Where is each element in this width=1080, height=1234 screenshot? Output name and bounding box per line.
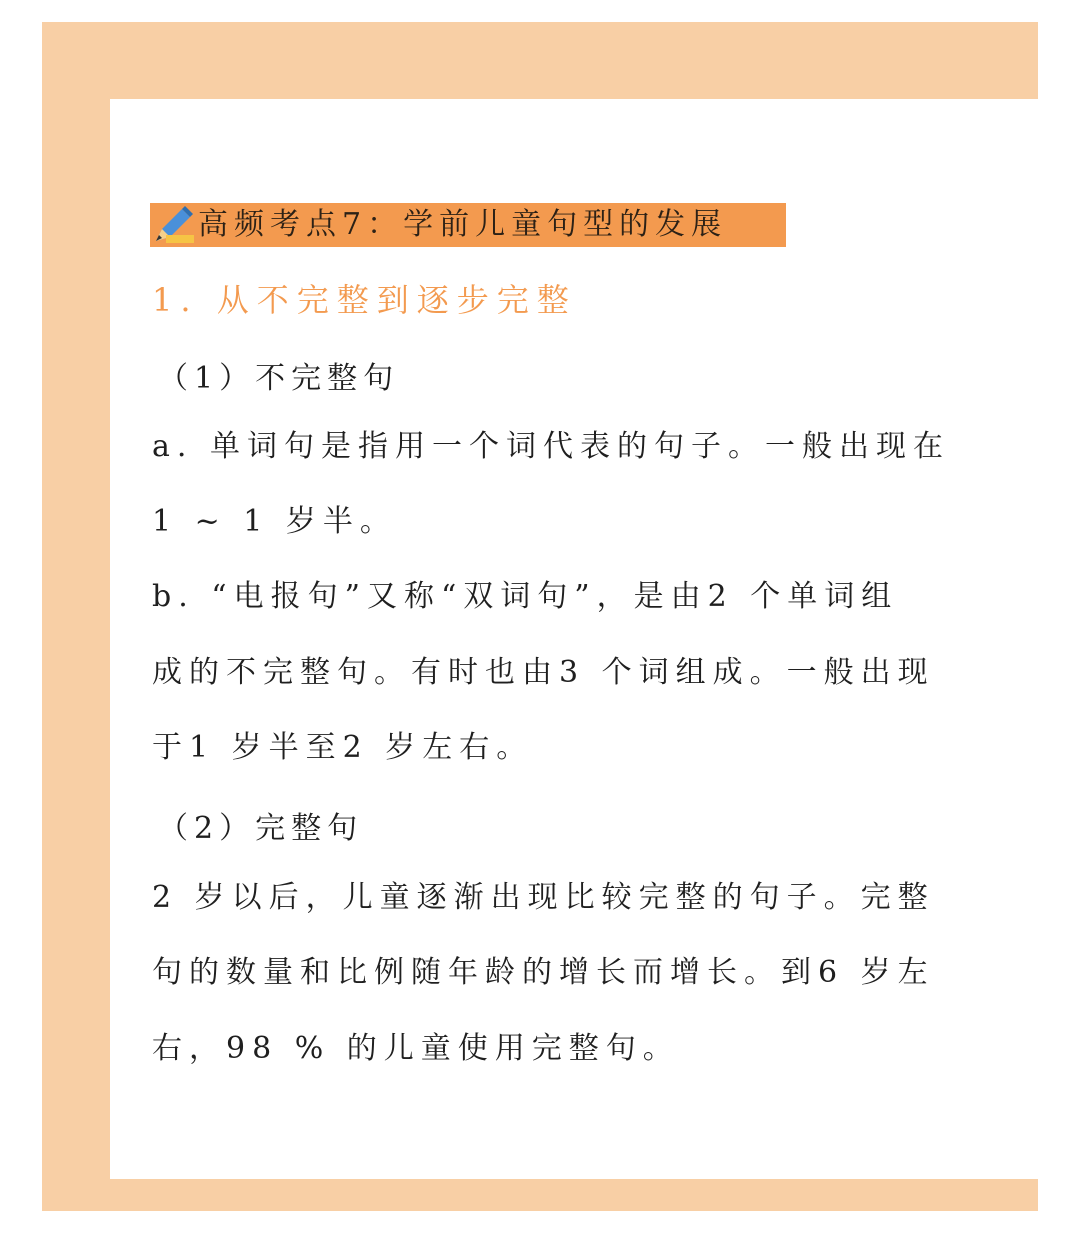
text-line: b. “电报句”又称“双词句”，是由2 个单词组 xyxy=(152,579,899,614)
pencil-icon xyxy=(150,203,198,247)
page-frame xyxy=(42,22,1038,1211)
text-line: 2 岁以后，儿童逐渐出现比较完整的句子。完整 xyxy=(152,880,935,915)
text-line: a. 单词句是指用一个词代表的句子。一般出现在 xyxy=(152,429,950,464)
text-line: 成的不完整句。有时也由3 个词组成。一般出现 xyxy=(152,655,935,690)
heading-banner xyxy=(150,203,786,247)
text-line: 右，98 % 的儿童使用完整句。 xyxy=(152,1031,680,1066)
text-line: 于1 岁半至2 岁左右。 xyxy=(152,730,534,765)
subsection-2-label: （2）完整句 xyxy=(158,811,364,846)
heading-title: 高频考点7：学前儿童句型的发展 xyxy=(198,207,728,242)
content-card xyxy=(110,99,1054,1179)
subsection-1-label: （1）不完整句 xyxy=(158,361,400,396)
text-line: 1 ~ 1 岁半。 xyxy=(152,504,397,539)
text-line: 句的数量和比例随年龄的增长而增长。到6 岁左 xyxy=(152,955,935,990)
section-title: 1. 从不完整到逐步完整 xyxy=(152,281,577,319)
